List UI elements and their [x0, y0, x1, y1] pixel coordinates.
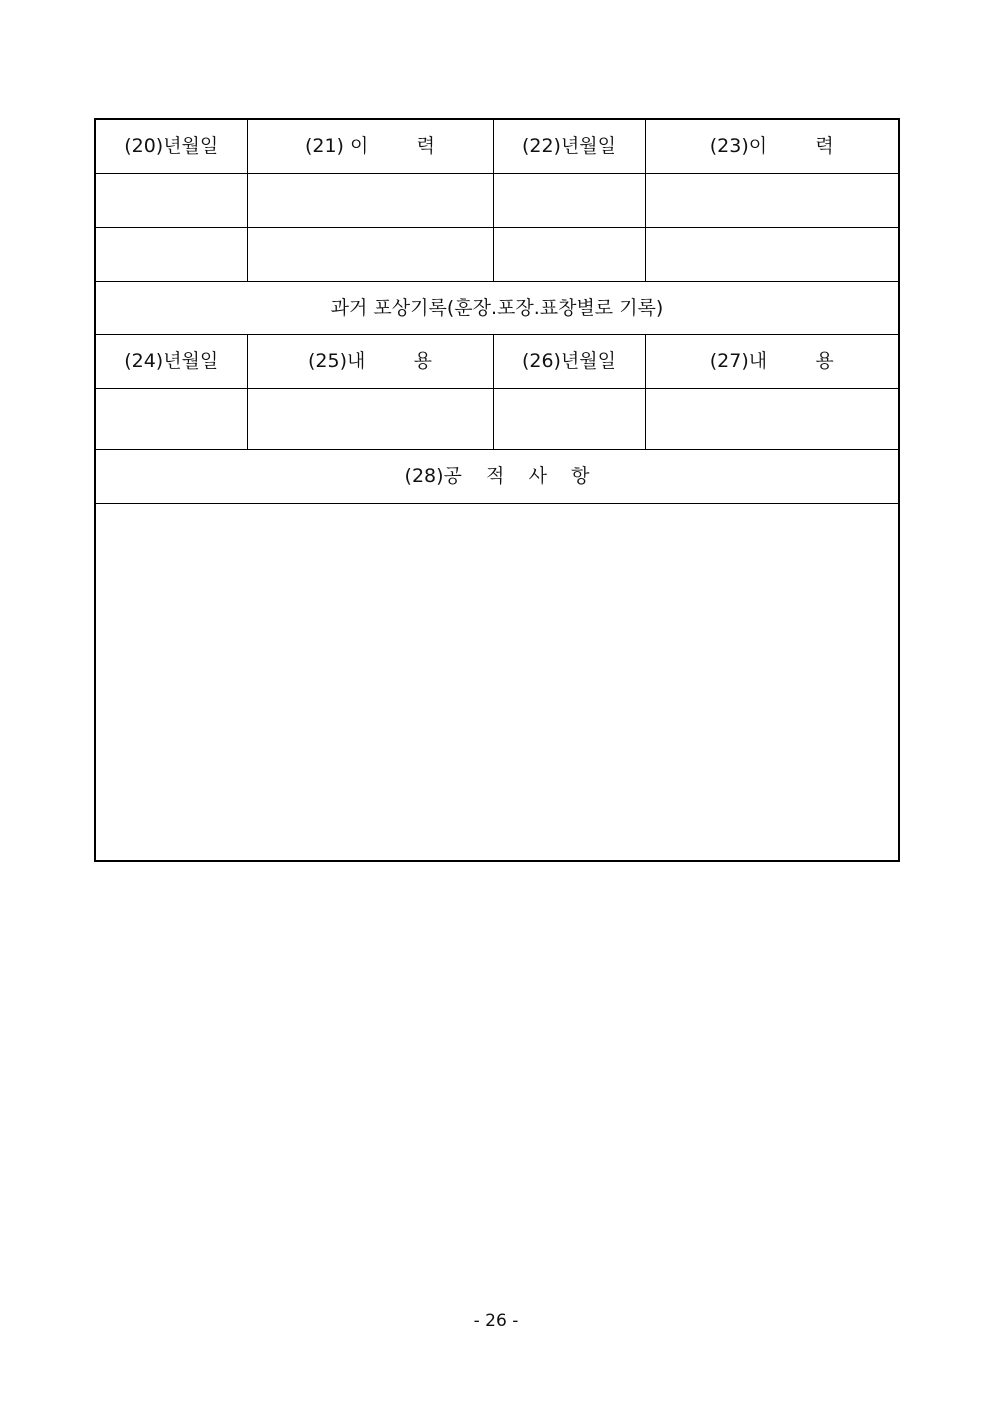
- career-date-cell[interactable]: [493, 174, 645, 228]
- career-row: [95, 174, 899, 228]
- awards-row: [95, 389, 899, 450]
- merits-section-title: (28)공 적 사 항: [95, 450, 899, 504]
- awards-content-cell[interactable]: [645, 389, 899, 450]
- career-history-cell[interactable]: [645, 228, 899, 282]
- page-number: - 26 -: [473, 1311, 519, 1331]
- career-history-header-2: (23)이 력: [645, 119, 899, 174]
- awards-content-header-1: (25)내 용: [247, 335, 493, 389]
- awards-content-cell[interactable]: [247, 389, 493, 450]
- awards-section-title: 과거 포상기록(훈장.포장.표창별로 기록): [95, 282, 899, 335]
- awards-header-row: [95, 335, 899, 389]
- career-history-cell[interactable]: [247, 228, 493, 282]
- career-history-header-1: (21) 이 력: [247, 119, 493, 174]
- personnel-record-form: [94, 118, 900, 862]
- awards-date-header-1: (24)년월일: [95, 335, 247, 389]
- career-date-cell[interactable]: [95, 174, 247, 228]
- merits-content-row: [95, 504, 899, 862]
- career-date-header-2: (22)년월일: [493, 119, 645, 174]
- awards-date-header-2: (26)년월일: [493, 335, 645, 389]
- merits-content-area[interactable]: [95, 504, 899, 862]
- career-history-cell[interactable]: [645, 174, 899, 228]
- career-header-row: [95, 119, 899, 174]
- awards-content-header-2: (27)내 용: [645, 335, 899, 389]
- career-date-cell[interactable]: [95, 228, 247, 282]
- awards-date-cell[interactable]: [493, 389, 645, 450]
- awards-date-cell[interactable]: [95, 389, 247, 450]
- career-date-cell[interactable]: [493, 228, 645, 282]
- career-date-header-1: (20)년월일: [95, 119, 247, 174]
- career-history-cell[interactable]: [247, 174, 493, 228]
- career-row: [95, 228, 899, 282]
- merits-title-row: [95, 450, 899, 504]
- awards-title-row: [95, 282, 899, 335]
